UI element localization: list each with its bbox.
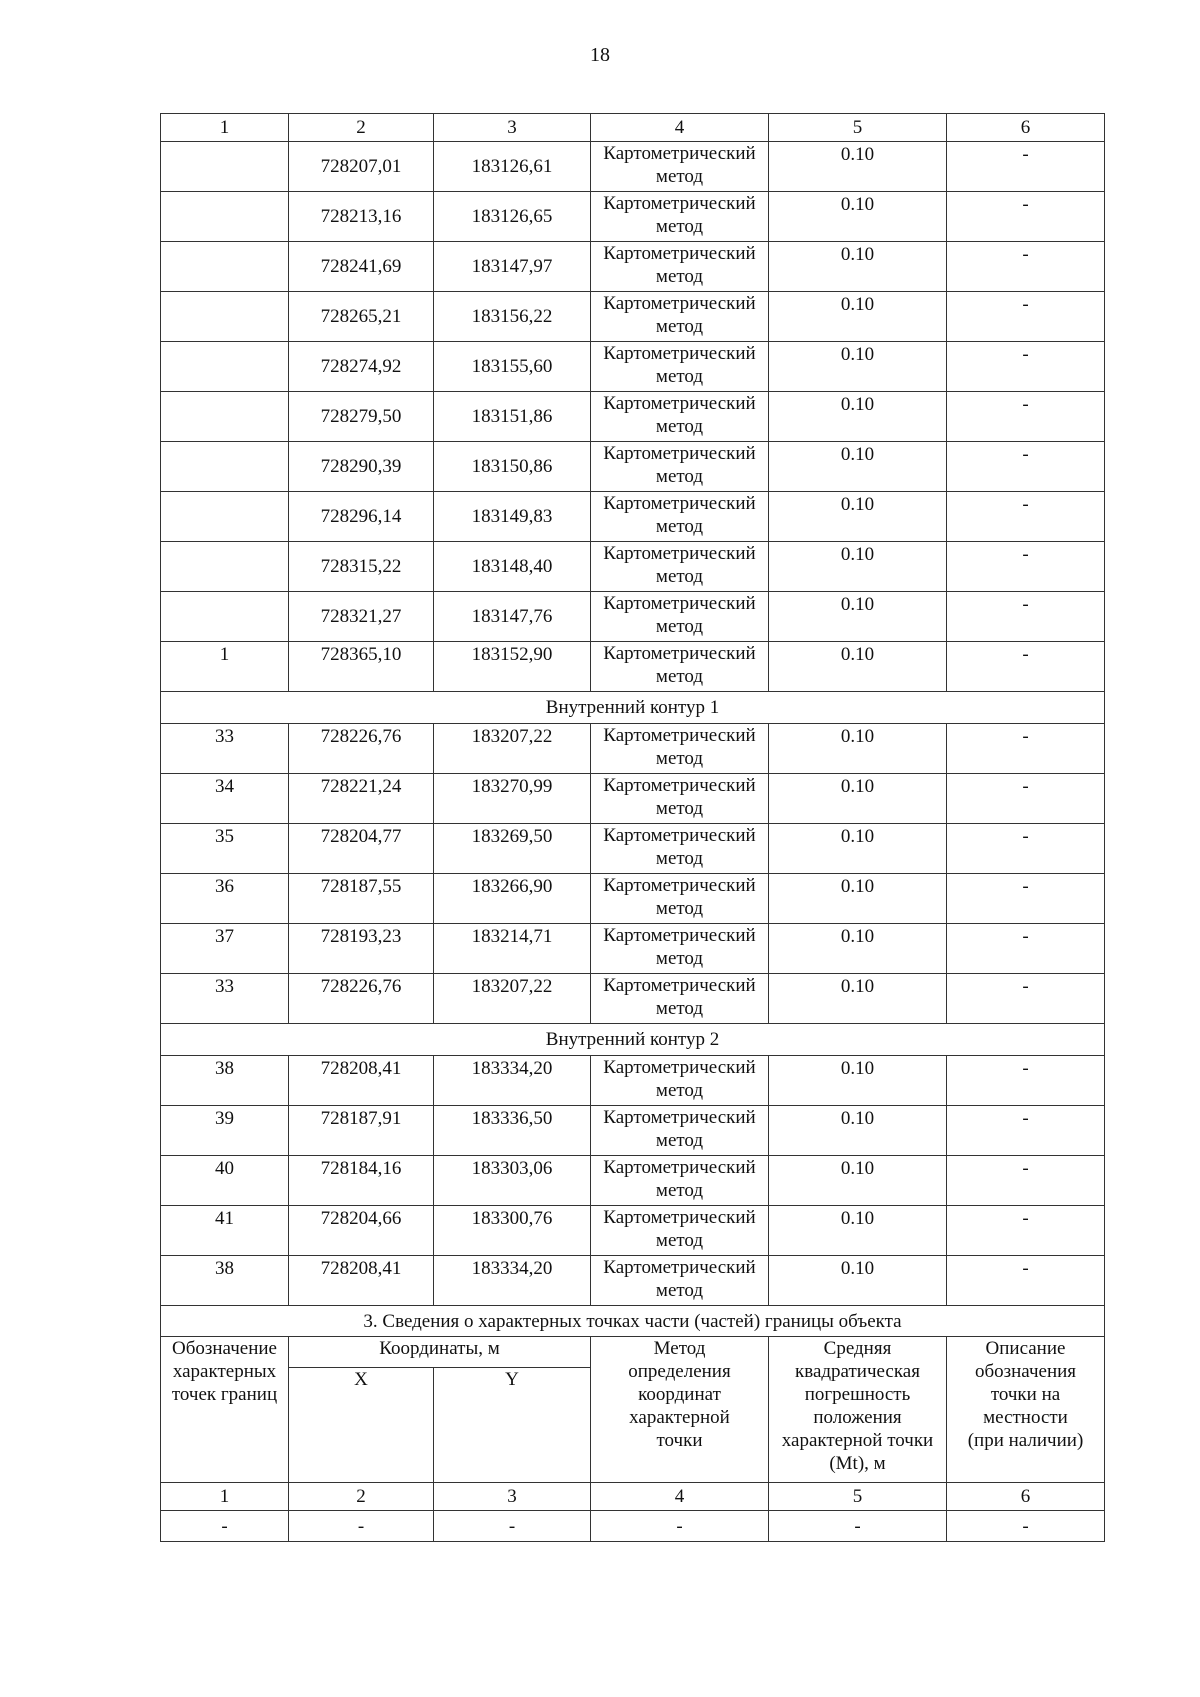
description-value: - bbox=[947, 142, 1105, 192]
description-value: - bbox=[947, 192, 1105, 242]
header-line: местности bbox=[983, 1407, 1068, 1428]
description-value: - bbox=[947, 592, 1105, 642]
coord-x: 728279,50 bbox=[289, 392, 434, 442]
table-row bbox=[161, 542, 1105, 592]
precision-value: 0.10 bbox=[769, 292, 947, 342]
description-value: - bbox=[947, 1056, 1105, 1106]
precision-value: 0.10 bbox=[769, 492, 947, 542]
point-label bbox=[161, 292, 289, 342]
method-line-2: метод bbox=[655, 266, 704, 287]
table-row bbox=[161, 392, 1105, 442]
table-row bbox=[161, 774, 1105, 824]
coord-y: 183334,20 bbox=[434, 1056, 591, 1106]
header-line: (при наличии) bbox=[967, 1430, 1084, 1451]
coord-y: 183207,22 bbox=[434, 724, 591, 774]
table-row bbox=[161, 1156, 1105, 1206]
table-row bbox=[161, 924, 1105, 974]
method-line-1: Картометрический bbox=[603, 343, 756, 364]
coord-x: 728290,39 bbox=[289, 442, 434, 492]
method-line-2: метод bbox=[655, 216, 704, 237]
table-row bbox=[161, 974, 1105, 1024]
method-cell bbox=[591, 192, 769, 242]
section3-title-row bbox=[161, 1306, 1105, 1337]
table-row bbox=[161, 1206, 1105, 1256]
section3-value: - bbox=[769, 1511, 947, 1542]
header-x: X bbox=[289, 1368, 434, 1483]
method-line-1: Картометрический bbox=[603, 825, 756, 846]
table-row bbox=[161, 592, 1105, 642]
coord-x: 728241,69 bbox=[289, 242, 434, 292]
coord-x: 728193,23 bbox=[289, 924, 434, 974]
method-cell bbox=[591, 724, 769, 774]
table-row bbox=[161, 292, 1105, 342]
header-description bbox=[947, 1337, 1105, 1483]
description-value: - bbox=[947, 242, 1105, 292]
method-line-2: метод bbox=[655, 848, 704, 869]
coord-y: 183334,20 bbox=[434, 1256, 591, 1306]
contour-title: Внутренний контур 2 bbox=[161, 1024, 1105, 1056]
section3-header-row bbox=[161, 1337, 1105, 1368]
method-line-1: Картометрический bbox=[603, 143, 756, 164]
method-line-2: метод bbox=[655, 1130, 704, 1151]
header-line: точки на bbox=[990, 1384, 1061, 1405]
method-line-1: Картометрический bbox=[603, 725, 756, 746]
method-cell bbox=[591, 1256, 769, 1306]
precision-value: 0.10 bbox=[769, 142, 947, 192]
precision-value: 0.10 bbox=[769, 1206, 947, 1256]
header-line: характерных bbox=[172, 1361, 277, 1382]
header-line: обозначения bbox=[974, 1361, 1077, 1382]
point-label bbox=[161, 192, 289, 242]
method-line-1: Картометрический bbox=[603, 443, 756, 464]
header-line: характерной bbox=[629, 1407, 730, 1428]
point-label bbox=[161, 592, 289, 642]
method-line-2: метод bbox=[655, 666, 704, 687]
header-line: Обозначение bbox=[172, 1338, 277, 1359]
header-line: Метод bbox=[653, 1338, 706, 1359]
precision-value: 0.10 bbox=[769, 974, 947, 1024]
method-line-1: Картометрический bbox=[603, 393, 756, 414]
method-cell bbox=[591, 442, 769, 492]
method-cell bbox=[591, 392, 769, 442]
description-value: - bbox=[947, 924, 1105, 974]
column-number: 5 bbox=[769, 1483, 947, 1511]
method-line-2: метод bbox=[655, 1180, 704, 1201]
point-label bbox=[161, 242, 289, 292]
header-line: Описание bbox=[985, 1338, 1066, 1359]
coord-y: 183148,40 bbox=[434, 542, 591, 592]
point-label: 33 bbox=[161, 974, 289, 1024]
coord-y: 183152,90 bbox=[434, 642, 591, 692]
method-line-2: метод bbox=[655, 1080, 704, 1101]
header-line: положения bbox=[813, 1407, 902, 1428]
description-value: - bbox=[947, 1206, 1105, 1256]
method-line-1: Картометрический bbox=[603, 1157, 756, 1178]
method-line-2: метод bbox=[655, 416, 704, 437]
method-line-2: метод bbox=[655, 798, 704, 819]
method-cell bbox=[591, 492, 769, 542]
precision-value: 0.10 bbox=[769, 824, 947, 874]
header-line: (Mt), м bbox=[829, 1453, 886, 1474]
method-cell bbox=[591, 1156, 769, 1206]
method-cell bbox=[591, 642, 769, 692]
column-number: 4 bbox=[591, 114, 769, 142]
table-row bbox=[161, 1056, 1105, 1106]
point-label: 33 bbox=[161, 724, 289, 774]
description-value: - bbox=[947, 342, 1105, 392]
method-line-1: Картометрический bbox=[603, 493, 756, 514]
header-line: точки bbox=[656, 1430, 703, 1451]
header-line: погрешность bbox=[804, 1384, 911, 1405]
method-cell bbox=[591, 242, 769, 292]
method-line-1: Картометрический bbox=[603, 975, 756, 996]
point-label: 38 bbox=[161, 1256, 289, 1306]
method-line-2: метод bbox=[655, 466, 704, 487]
coord-y: 183303,06 bbox=[434, 1156, 591, 1206]
method-line-1: Картометрический bbox=[603, 643, 756, 664]
header-precision bbox=[769, 1337, 947, 1483]
coord-y: 183150,86 bbox=[434, 442, 591, 492]
coord-x: 728226,76 bbox=[289, 974, 434, 1024]
method-cell bbox=[591, 1106, 769, 1156]
point-label bbox=[161, 392, 289, 442]
coord-y: 183156,22 bbox=[434, 292, 591, 342]
point-label: 35 bbox=[161, 824, 289, 874]
header-line: координат bbox=[638, 1384, 721, 1405]
description-value: - bbox=[947, 1156, 1105, 1206]
coord-x: 728204,77 bbox=[289, 824, 434, 874]
description-value: - bbox=[947, 1106, 1105, 1156]
coord-x: 728213,16 bbox=[289, 192, 434, 242]
method-cell bbox=[591, 292, 769, 342]
coord-y: 183214,71 bbox=[434, 924, 591, 974]
section3-value-row bbox=[161, 1511, 1105, 1542]
precision-value: 0.10 bbox=[769, 1056, 947, 1106]
coord-y: 183126,65 bbox=[434, 192, 591, 242]
description-value: - bbox=[947, 642, 1105, 692]
header-coordinates: Координаты, м bbox=[289, 1337, 591, 1368]
precision-value: 0.10 bbox=[769, 924, 947, 974]
coord-y: 183149,83 bbox=[434, 492, 591, 542]
method-line-1: Картометрический bbox=[603, 1107, 756, 1128]
precision-value: 0.10 bbox=[769, 392, 947, 442]
precision-value: 0.10 bbox=[769, 542, 947, 592]
description-value: - bbox=[947, 1256, 1105, 1306]
column-number: 4 bbox=[591, 1483, 769, 1511]
coord-x: 728265,21 bbox=[289, 292, 434, 342]
coord-y: 183300,76 bbox=[434, 1206, 591, 1256]
table-row bbox=[161, 442, 1105, 492]
column-number: 6 bbox=[947, 1483, 1105, 1511]
point-label: 36 bbox=[161, 874, 289, 924]
method-line-2: метод bbox=[655, 1280, 704, 1301]
coord-y: 183207,22 bbox=[434, 974, 591, 1024]
coord-y: 183147,76 bbox=[434, 592, 591, 642]
section3-column-number-row bbox=[161, 1483, 1105, 1511]
coord-y: 183269,50 bbox=[434, 824, 591, 874]
precision-value: 0.10 bbox=[769, 642, 947, 692]
method-line-1: Картометрический bbox=[603, 875, 756, 896]
coord-y: 183147,97 bbox=[434, 242, 591, 292]
coord-x: 728315,22 bbox=[289, 542, 434, 592]
table-row bbox=[161, 492, 1105, 542]
contour-title: Внутренний контур 1 bbox=[161, 692, 1105, 724]
table-row bbox=[161, 192, 1105, 242]
table-row bbox=[161, 642, 1105, 692]
method-cell bbox=[591, 874, 769, 924]
column-number: 3 bbox=[434, 114, 591, 142]
description-value: - bbox=[947, 824, 1105, 874]
description-value: - bbox=[947, 392, 1105, 442]
coord-x: 728321,27 bbox=[289, 592, 434, 642]
point-label: 1 bbox=[161, 642, 289, 692]
section-row bbox=[161, 692, 1105, 724]
table-row bbox=[161, 342, 1105, 392]
section-row bbox=[161, 1024, 1105, 1056]
method-cell bbox=[591, 1056, 769, 1106]
point-label: 40 bbox=[161, 1156, 289, 1206]
header-line: Средняя bbox=[823, 1338, 892, 1359]
coord-y: 183266,90 bbox=[434, 874, 591, 924]
precision-value: 0.10 bbox=[769, 192, 947, 242]
coord-x: 728221,24 bbox=[289, 774, 434, 824]
precision-value: 0.10 bbox=[769, 874, 947, 924]
section3-value: - bbox=[591, 1511, 769, 1542]
column-number-row bbox=[161, 114, 1105, 142]
table-row bbox=[161, 874, 1105, 924]
method-cell bbox=[591, 1206, 769, 1256]
point-label: 41 bbox=[161, 1206, 289, 1256]
precision-value: 0.10 bbox=[769, 442, 947, 492]
method-cell bbox=[591, 342, 769, 392]
method-line-2: метод bbox=[655, 748, 704, 769]
method-line-1: Картометрический bbox=[603, 243, 756, 264]
method-line-2: метод bbox=[655, 566, 704, 587]
column-number: 2 bbox=[289, 1483, 434, 1511]
header-line: характерной точки bbox=[781, 1430, 934, 1451]
point-label: 38 bbox=[161, 1056, 289, 1106]
precision-value: 0.10 bbox=[769, 342, 947, 392]
method-cell bbox=[591, 924, 769, 974]
point-label bbox=[161, 542, 289, 592]
method-line-2: метод bbox=[655, 1230, 704, 1251]
table-row bbox=[161, 724, 1105, 774]
method-line-1: Картометрический bbox=[603, 293, 756, 314]
method-line-2: метод bbox=[655, 516, 704, 537]
method-cell bbox=[591, 974, 769, 1024]
precision-value: 0.10 bbox=[769, 774, 947, 824]
coord-y: 183151,86 bbox=[434, 392, 591, 442]
description-value: - bbox=[947, 724, 1105, 774]
method-line-2: метод bbox=[655, 166, 704, 187]
method-line-1: Картометрический bbox=[603, 1057, 756, 1078]
method-line-1: Картометрический bbox=[603, 1257, 756, 1278]
column-number: 3 bbox=[434, 1483, 591, 1511]
coord-x: 728296,14 bbox=[289, 492, 434, 542]
section3-value: - bbox=[434, 1511, 591, 1542]
method-cell bbox=[591, 774, 769, 824]
method-line-1: Картометрический bbox=[603, 193, 756, 214]
header-line: квадратическая bbox=[795, 1361, 920, 1382]
coord-y: 183155,60 bbox=[434, 342, 591, 392]
method-cell bbox=[591, 542, 769, 592]
table-row bbox=[161, 142, 1105, 192]
method-line-1: Картометрический bbox=[603, 1207, 756, 1228]
method-line-2: метод bbox=[655, 316, 704, 337]
precision-value: 0.10 bbox=[769, 242, 947, 292]
method-line-1: Картометрический bbox=[603, 925, 756, 946]
description-value: - bbox=[947, 442, 1105, 492]
precision-value: 0.10 bbox=[769, 592, 947, 642]
coord-x: 728184,16 bbox=[289, 1156, 434, 1206]
coord-x: 728365,10 bbox=[289, 642, 434, 692]
point-label: 34 bbox=[161, 774, 289, 824]
coord-x: 728274,92 bbox=[289, 342, 434, 392]
coord-x: 728226,76 bbox=[289, 724, 434, 774]
method-line-2: метод bbox=[655, 898, 704, 919]
point-label: 39 bbox=[161, 1106, 289, 1156]
header-line: определения bbox=[628, 1361, 731, 1382]
column-number: 6 bbox=[947, 114, 1105, 142]
precision-value: 0.10 bbox=[769, 724, 947, 774]
coord-y: 183336,50 bbox=[434, 1106, 591, 1156]
method-cell bbox=[591, 824, 769, 874]
header-y: Y bbox=[434, 1368, 591, 1483]
description-value: - bbox=[947, 542, 1105, 592]
section3-value: - bbox=[161, 1511, 289, 1542]
table-row bbox=[161, 242, 1105, 292]
method-cell bbox=[591, 142, 769, 192]
header-method bbox=[591, 1337, 769, 1483]
point-label bbox=[161, 142, 289, 192]
coord-x: 728208,41 bbox=[289, 1256, 434, 1306]
column-number: 1 bbox=[161, 1483, 289, 1511]
method-line-2: метод bbox=[655, 616, 704, 637]
coord-y: 183126,61 bbox=[434, 142, 591, 192]
point-label bbox=[161, 342, 289, 392]
column-number: 5 bbox=[769, 114, 947, 142]
coord-x: 728187,55 bbox=[289, 874, 434, 924]
coord-y: 183270,99 bbox=[434, 774, 591, 824]
method-cell bbox=[591, 592, 769, 642]
description-value: - bbox=[947, 874, 1105, 924]
method-line-2: метод bbox=[655, 948, 704, 969]
precision-value: 0.10 bbox=[769, 1256, 947, 1306]
table-row bbox=[161, 1256, 1105, 1306]
coord-x: 728208,41 bbox=[289, 1056, 434, 1106]
method-line-1: Картометрический bbox=[603, 775, 756, 796]
boundary-points-table bbox=[160, 113, 1105, 1542]
description-value: - bbox=[947, 774, 1105, 824]
description-value: - bbox=[947, 974, 1105, 1024]
column-number: 2 bbox=[289, 114, 434, 142]
point-label bbox=[161, 442, 289, 492]
coord-x: 728207,01 bbox=[289, 142, 434, 192]
method-line-2: метод bbox=[655, 998, 704, 1019]
header-line: точек границ bbox=[171, 1384, 278, 1405]
method-line-1: Картометрический bbox=[603, 593, 756, 614]
point-label bbox=[161, 492, 289, 542]
precision-value: 0.10 bbox=[769, 1106, 947, 1156]
section3-value: - bbox=[289, 1511, 434, 1542]
description-value: - bbox=[947, 492, 1105, 542]
method-line-1: Картометрический bbox=[603, 543, 756, 564]
coord-x: 728204,66 bbox=[289, 1206, 434, 1256]
section3-title: 3. Сведения о характерных точках части (частей) границы объекта bbox=[161, 1306, 1105, 1337]
section3-value: - bbox=[947, 1511, 1105, 1542]
point-label: 37 bbox=[161, 924, 289, 974]
page-number: 18 bbox=[590, 44, 610, 66]
table-row bbox=[161, 1106, 1105, 1156]
description-value: - bbox=[947, 292, 1105, 342]
column-number: 1 bbox=[161, 114, 289, 142]
table-row bbox=[161, 824, 1105, 874]
header-point-designation bbox=[161, 1337, 289, 1483]
method-line-2: метод bbox=[655, 366, 704, 387]
coord-x: 728187,91 bbox=[289, 1106, 434, 1156]
precision-value: 0.10 bbox=[769, 1156, 947, 1206]
